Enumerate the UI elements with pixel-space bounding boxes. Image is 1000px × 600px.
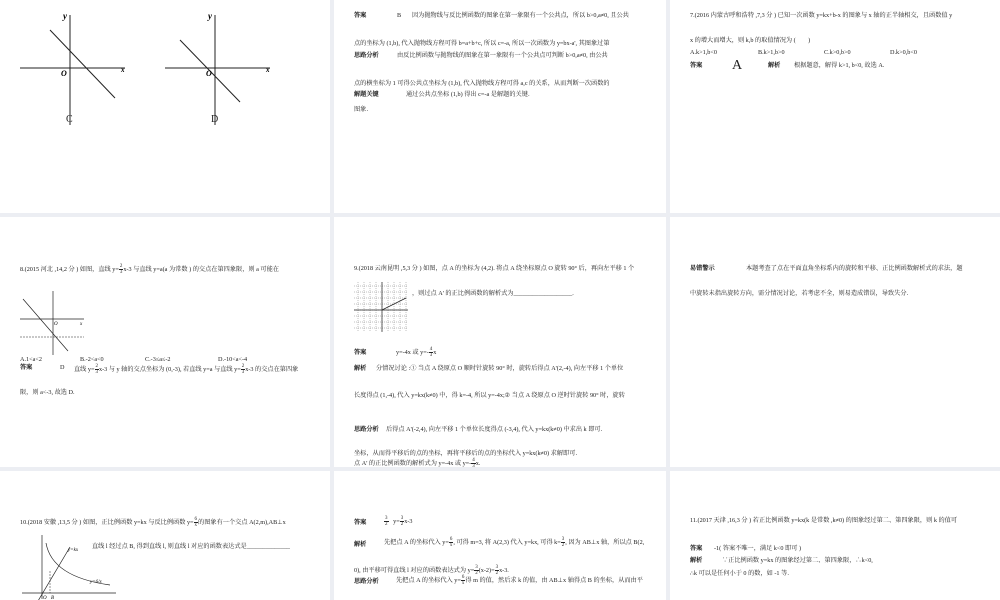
svg-text:y: y (208, 11, 212, 21)
slide-question-10 (0, 471, 330, 600)
key-tag: 解题关键 (354, 91, 379, 98)
slide-question-9 (334, 217, 666, 467)
text-line: 点的横坐标为 1 可得公共点坐标为 (1,b), 代入抛物线方程可得 a,c 的关系，从而判断一次函数的 (354, 80, 610, 87)
text-line: 由反比例函数与抛物线的图象在第一象限有一个公共点可判断 b>0,a≠0, 由公共 (397, 52, 608, 59)
idea-tag: 思路分析 (354, 52, 379, 59)
analysis-text: 坐标，从而得平移后的点的坐标，再将平移后的点的坐标代入 y=kx(k≠0) 求解即可． (354, 450, 582, 457)
text-line: 通过公共点坐标 (1,b) 得出 c=-a 是解题的关键． (406, 91, 535, 98)
analysis-text: ∵正比例函数 y=kx 的图象经过第二、第四象限，∴k<0, (722, 557, 873, 564)
graph-c (15, 10, 155, 130)
axis-y-label: y (63, 11, 67, 21)
question-text: x 的增大而增大，则 k,b 的取值情况为 ( ) (690, 37, 811, 44)
answer-tag: 答案 (354, 519, 367, 526)
answer-text: $\frac{3}{2}$ y= $\frac{3}{2}$ x-3 (385, 516, 413, 527)
option-a: A.k>1,b<0 (690, 49, 717, 56)
analysis-tag: 解析 (354, 541, 367, 548)
question-text: 10.(2018 安徽 ,13,5 分 ) 如图，正比例函数 y=kx 与反比例函数 y= $\frac{6}{x}$ 的图象有一个交点 A(2,m),AB⊥x (20, 517, 286, 528)
slide-question-7 (670, 0, 1000, 213)
option-a: A.1<a<2 (20, 356, 42, 363)
slide-warning (670, 217, 1000, 467)
option-b: B.k>1,b>0 (758, 49, 785, 56)
slide-graphs-c-d (0, 0, 330, 213)
warning-text: 本题考查了点在平面直角坐标系内的旋转和平移、正比例函数解析式的求法，题 (746, 265, 963, 272)
warning-tag: 易错警示 (690, 265, 715, 272)
slide-answer-b (334, 0, 666, 213)
answer-tag: 答案 (354, 349, 367, 356)
idea-tag: 思路分析 (354, 426, 379, 433)
question-text: 11.(2017 天津 ,16,3 分 ) 若正比例函数 y=kx(k 是常数 ,k≠0) 的图象经过第二、第四象限，则 k 的值可 (690, 517, 958, 524)
option-c: C.-3≤a≤-2 (145, 356, 171, 363)
question-text: 9.(2018 云南昆明 ,5,3 分 ) 如图，点 A 的坐标为 (4,2). 将点 A 绕坐标原点 O 旋转 90° 后，再向左平移 1 个 (354, 265, 635, 272)
option-d: D.k>0,b<0 (890, 49, 917, 56)
svg-text:B: B (51, 596, 55, 600)
slide-question-11 (670, 471, 1000, 600)
answer-tag: 答案 (690, 545, 703, 552)
slide-question-8 (0, 217, 330, 467)
text-line: 因为抛物线与反比例函数的图象在第一象限有一个公共点，所以 b>0,a≠0, 且公共 (412, 12, 629, 19)
graph-c-label: C (66, 114, 73, 125)
analysis-text: ∴k 可以是任何小于 0 的数，如 -1 等． (690, 570, 794, 577)
analysis-text: 点 A' 的正比例函数的解析式为 y=-4x 或 y=- $\frac{4}{3}$ x. (354, 458, 481, 467)
line-graph (18, 289, 88, 359)
graph-d (160, 10, 300, 130)
answer-text: y=-4x 或 y=- $\frac{4}{3}$ x (396, 347, 437, 358)
svg-text:O: O (43, 596, 47, 600)
answer-letter: A (732, 58, 743, 73)
svg-text:O: O (54, 322, 58, 327)
analysis-text: 根据题意，解得 k>1, b<0, 故选 A. (794, 62, 885, 69)
option-b: B.-2<a<0 (80, 356, 104, 363)
graph-d-label: D (211, 114, 219, 125)
analysis-tag: 解析 (690, 557, 703, 564)
analysis-text: 分情况讨论 :① 当点 A 绕原点 O 顺时针旋转 90° 时，旋转后得点 A'(2,-4), 向左平移 1 个单位 (376, 365, 624, 372)
svg-text:y=6/x: y=6/x (90, 580, 102, 585)
question-text: 直线 l 经过点 B, 得到直线 l, 则直线 l 对应的函数表达式是______________ (92, 543, 291, 550)
answer-tag: 答案 (20, 364, 33, 371)
idea-text: 先把点 A 的坐标代入 y= $\frac{6}{x}$ 得 m 的值，然后求 k 的值，由 AB⊥x 轴得点 B 的坐标，从而由平 (396, 575, 643, 586)
option-d: D.-10<a<-4 (218, 356, 248, 363)
answer-text: -1( 答案不唯一，满足 k<0 即可 ) (714, 545, 802, 552)
analysis-tag: 解析 (768, 62, 781, 69)
grid-figure (354, 282, 410, 334)
analysis-tag: 解析 (354, 365, 367, 372)
answer-letter: B (397, 12, 402, 19)
answer-tag: 答案 (690, 62, 703, 69)
analysis-text: 后得点 A'(-2,4), 向左平移 1 个单位长度得点 (-3,4), 代入 y=kx(k≠0) 中求出 k 即可． (386, 426, 607, 433)
idea-tag: 思路分析 (354, 578, 379, 585)
svg-text:O: O (206, 69, 212, 78)
svg-text:x: x (266, 66, 270, 74)
svg-text:y=kx: y=kx (68, 548, 79, 553)
question-text: 7.(2016 内蒙古呼和浩特 ,7,3 分 ) 已知一次函数 y=kx+b-x 的图象与 x 轴的正半轴相交，且函数值 y (690, 12, 953, 19)
analysis-text: 长度得点 (1,-4), 代入 y=kx(k≠0) 中，得 k=-4, 所以 y=-4x;② 当点 A 绕原点 O 逆时针旋转 90° 时，旋转 (354, 392, 625, 399)
axis-x-label: x (121, 66, 125, 74)
analysis-text: 直线 y= $\frac{2}{3}$ x-3 与 y 轴的交点坐标为 (0,-3), 若直线 y=a 与直线 y= $\frac{2}{3}$ x-3 的交点在第四象 (74, 364, 299, 375)
text-line: 图象． (354, 106, 373, 113)
analysis-text: 0), 由平移可得直线 l 对应的函数表达式为 y= $\frac{3}{2}$ (x-2)= $\frac{3}{2}$ x-3. (354, 565, 509, 576)
question-text: ，则过点 A' 的正比例函数的解析式为___________________. (412, 290, 574, 297)
origin-label: O (61, 69, 67, 78)
analysis-text: 先把点 A 的坐标代入 y= $\frac{6}{x}$ , 可得 m=3, 将 A(2,3) 代入 y=kx, 可得 k= $\frac{3}{2}$ , 因为 AB⊥x 轴，所以点 B(2, (384, 537, 645, 548)
option-c: C.k>0,b>0 (824, 49, 851, 56)
warning-text: 中旋转未指出旋转方向，需分情况讨论，若考虑不全，则易造成错误，导致失分． (690, 290, 913, 297)
svg-text:x: x (80, 322, 83, 327)
text-line: 点的坐标为 (1,b), 代入抛物线方程可得 b=a+b+c, 所以 c=-a, 所以一次函数为 y=bx-a', 其图象过第 (354, 40, 610, 47)
answer-tag: 答案 (354, 12, 367, 19)
question-text: 8.(2015 河北 ,14,2 分 ) 如图，直线 y= $\frac{2}{3}$ x-3 与直线 y=a(a 为常数 ) 的交点在第四象限，则 a 可能在 (20, 264, 279, 275)
analysis-text: 限，则 a<-3, 故选 D. (20, 389, 75, 396)
slide-answer-10 (334, 471, 666, 600)
answer-letter: D (60, 364, 65, 371)
